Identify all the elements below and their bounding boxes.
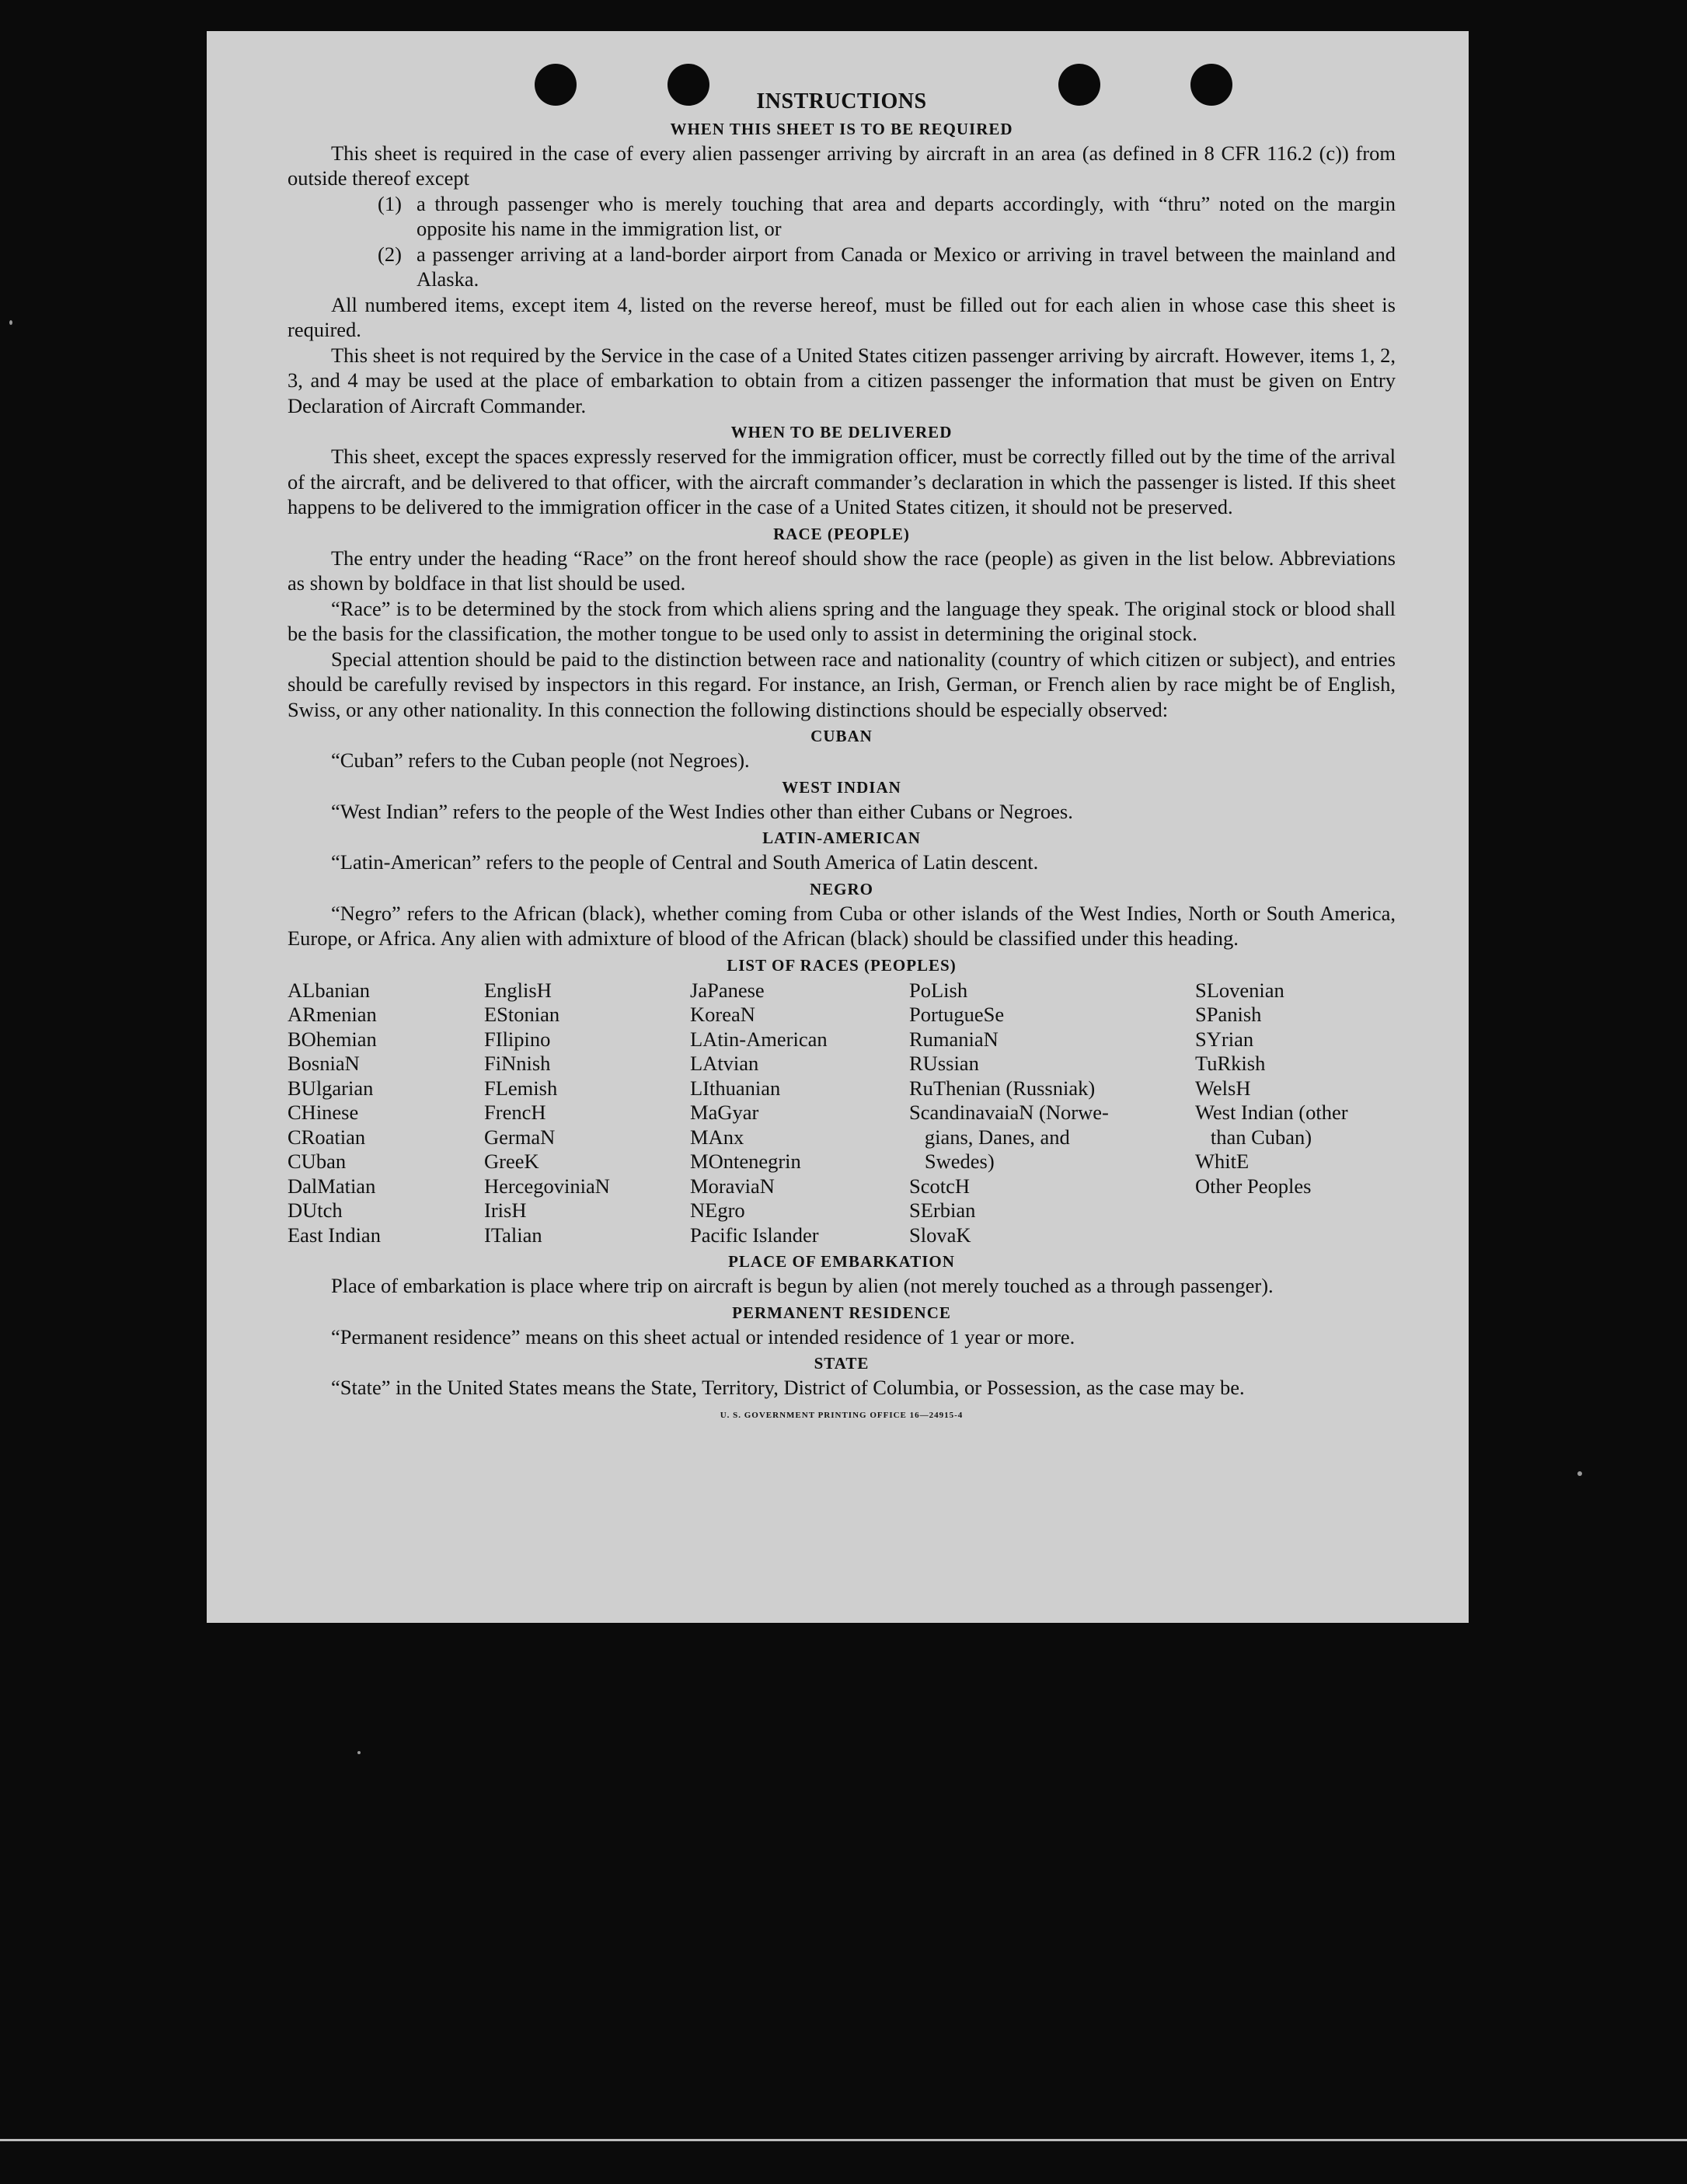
- race-entry: ITalian: [484, 1223, 542, 1247]
- item-number: (1): [378, 191, 402, 215]
- race-entry: PortugueSe: [909, 1003, 1005, 1026]
- heading-latin-american: LATIN-AMERICAN: [762, 829, 921, 847]
- race-entry: EStonian: [484, 1003, 560, 1026]
- race-entry: WelsH: [1195, 1076, 1251, 1100]
- document-page: [207, 31, 1469, 1623]
- heading-place-of-embarkation: PLACE OF EMBARKATION: [728, 1252, 955, 1271]
- heading-permanent-residence: PERMANENT RESIDENCE: [732, 1303, 951, 1322]
- race-entry: Swedes): [909, 1150, 995, 1173]
- race-column-5: [1195, 979, 1396, 1248]
- heading-when-required: WHEN THIS SHEET IS TO BE REQUIRED: [670, 119, 1013, 138]
- race-entry: gians, Danes, and: [909, 1125, 1070, 1149]
- paragraph: “Negro” refers to the African (black), whether coming from Cuba or other islands of the West Indies, North or South America, Europe, or Africa. Any alien with admixture of blood of the African (black) should be classified under this heading.: [288, 901, 1396, 950]
- race-entry: ScotcH: [909, 1174, 971, 1198]
- race-column-3: [690, 979, 909, 1248]
- heading-list-of-races: LIST OF RACES (PEOPLES): [727, 955, 957, 975]
- race-column-4: [909, 979, 1195, 1248]
- heading-state: STATE: [814, 1354, 870, 1373]
- race-entry: MAnx: [690, 1125, 744, 1149]
- race-entry: HercegoviniaN: [484, 1174, 610, 1198]
- paragraph: Place of embarkation is place where trip on aircraft is begun by alien (not merely touched as a through passenger).: [331, 1274, 1274, 1297]
- item-text: a through passenger who is merely touching that area and departs accordingly, with “thru” noted on the margin opposite his name in the immigration list, or: [417, 191, 1396, 240]
- film-edge-line: [0, 2139, 1687, 2141]
- race-entry: CUban: [288, 1150, 347, 1173]
- paragraph: “Permanent residence” means on this sheet actual or intended residence of 1 year or more.: [331, 1324, 1075, 1348]
- instructions-content: [288, 89, 1396, 1422]
- race-entry: MOntenegrin: [690, 1150, 801, 1173]
- race-entry: IrisH: [484, 1198, 527, 1222]
- race-entry: SLovenian: [1195, 978, 1284, 1002]
- exception-item-1: [288, 191, 1396, 242]
- paragraph: Special attention should be paid to the distinction between race and nationality (country of which citizen or subject), and entries should be carefully revised by inspectors in this regard. For instance, an Irish, German, or French alien by race might be of English, Swiss, or any other nationality. In this connection the following distinctions should be especially observed:: [288, 647, 1396, 721]
- race-entry: MaGyar: [690, 1101, 759, 1124]
- race-entry: EnglisH: [484, 978, 552, 1002]
- race-column-1: [288, 979, 484, 1248]
- race-entry: ALbanian: [288, 978, 370, 1002]
- heading-negro: NEGRO: [809, 879, 873, 898]
- race-entry: Other Peoples: [1195, 1174, 1312, 1198]
- race-entry: RUssian: [909, 1052, 979, 1075]
- item-text: a passenger arriving at a land-border airport from Canada or Mexico or arriving in travel between the mainland and Alaska.: [417, 242, 1396, 291]
- race-entry: TuRkish: [1195, 1052, 1266, 1075]
- printing-office-footer: U. S. GOVERNMENT PRINTING OFFICE 16—24915-4: [720, 1410, 964, 1420]
- race-column-2: [484, 979, 690, 1248]
- heading-race: RACE (PEOPLE): [773, 524, 910, 543]
- race-entry: KoreaN: [690, 1003, 755, 1026]
- race-entry: LAtin-American: [690, 1027, 828, 1051]
- item-number: (2): [378, 242, 402, 266]
- paragraph: This sheet is not required by the Service in the case of a United States citizen passenger arriving by aircraft. However, items 1, 2, 3, and 4 may be used at the place of embarkation to obtain from a citizen passenger the information that must be given on Entry Declaration of Aircraft Commander.: [288, 343, 1396, 417]
- race-entry: WhitE: [1195, 1150, 1250, 1173]
- race-entry: LIthuanian: [690, 1076, 781, 1100]
- race-entry: ARmenian: [288, 1003, 377, 1026]
- race-entry: CHinese: [288, 1101, 359, 1124]
- race-entry: RuThenian (Russniak): [909, 1076, 1096, 1100]
- race-entry: SYrian: [1195, 1027, 1254, 1051]
- race-entry: JaPanese: [690, 978, 765, 1002]
- dust-speck: [357, 1751, 361, 1754]
- paragraph: This sheet is required in the case of every alien passenger arriving by aircraft in an area (as defined in 8 CFR 116.2 (c)) from outside thereof except: [288, 141, 1396, 190]
- paragraph: “Cuban” refers to the Cuban people (not Negroes).: [331, 748, 750, 772]
- paragraph: “West Indian” refers to the people of the West Indies other than either Cubans or Negroes.: [331, 799, 1073, 823]
- race-entry: FiNnish: [484, 1052, 551, 1075]
- race-entry: GreeK: [484, 1150, 539, 1173]
- race-entry: NEgro: [690, 1198, 745, 1222]
- race-entry: FIlipino: [484, 1027, 551, 1051]
- race-entry: PoLish: [909, 978, 968, 1002]
- race-entry: GermaN: [484, 1125, 556, 1149]
- race-entry: FLemish: [484, 1076, 558, 1100]
- race-entry: East Indian: [288, 1223, 381, 1247]
- race-entry: CRoatian: [288, 1125, 366, 1149]
- race-entry: West Indian (other: [1195, 1101, 1348, 1124]
- race-entry: DUtch: [288, 1198, 343, 1222]
- race-entry: SPanish: [1195, 1003, 1262, 1026]
- race-entry: MoraviaN: [690, 1174, 775, 1198]
- paragraph: “Latin-American” refers to the people of Central and South America of Latin descent.: [331, 850, 1039, 874]
- exception-item-2: [288, 242, 1396, 292]
- race-entry: LAtvian: [690, 1052, 759, 1075]
- race-entry: SlovaK: [909, 1223, 971, 1247]
- race-entry: SErbian: [909, 1198, 976, 1222]
- race-list: [288, 979, 1396, 1248]
- race-entry: DalMatian: [288, 1174, 376, 1198]
- paragraph: “Race” is to be determined by the stock from which aliens spring and the language they speak. The original stock or blood shall be the basis for the classification, the mother tongue to be used only to assist in determining the original stock.: [288, 596, 1396, 645]
- race-entry: Pacific Islander: [690, 1223, 819, 1247]
- race-entry: than Cuban): [1195, 1125, 1312, 1149]
- dust-speck: [9, 320, 12, 325]
- race-entry: RumaniaN: [909, 1027, 999, 1051]
- heading-when-delivered: WHEN TO BE DELIVERED: [730, 423, 953, 441]
- race-entry: BUlgarian: [288, 1076, 374, 1100]
- race-entry: FrencH: [484, 1101, 546, 1124]
- dust-speck: [1577, 1471, 1582, 1476]
- race-entry: BosniaN: [288, 1052, 360, 1075]
- heading-cuban: CUBAN: [810, 727, 873, 745]
- race-entry: ScandinavaiaN (Norwe-: [909, 1101, 1109, 1124]
- paragraph: All numbered items, except item 4, listed on the reverse hereof, must be filled out for each alien in whose case this sheet is required.: [288, 292, 1396, 341]
- paragraph: This sheet, except the spaces expressly reserved for the immigration officer, must be correctly filled out by the time of the arrival of the aircraft, and be delivered to that officer, with the aircraft commander’s declaration in which the passenger is listed. If this sheet happens to be delivered to the immigration officer in the case of a United States citizen, it should not be preserved.: [288, 445, 1396, 518]
- instructions-title: INSTRUCTIONS: [756, 89, 927, 113]
- heading-west-indian: WEST INDIAN: [782, 777, 901, 797]
- race-entry: BOhemian: [288, 1027, 377, 1051]
- paragraph: The entry under the heading “Race” on the front hereof should show the race (people) as given in the list below. Abbreviations as shown by boldface in that list should be used.: [288, 546, 1396, 595]
- paragraph: “State” in the United States means the State, Territory, District of Columbia, or Possession, as the case may be.: [331, 1376, 1245, 1399]
